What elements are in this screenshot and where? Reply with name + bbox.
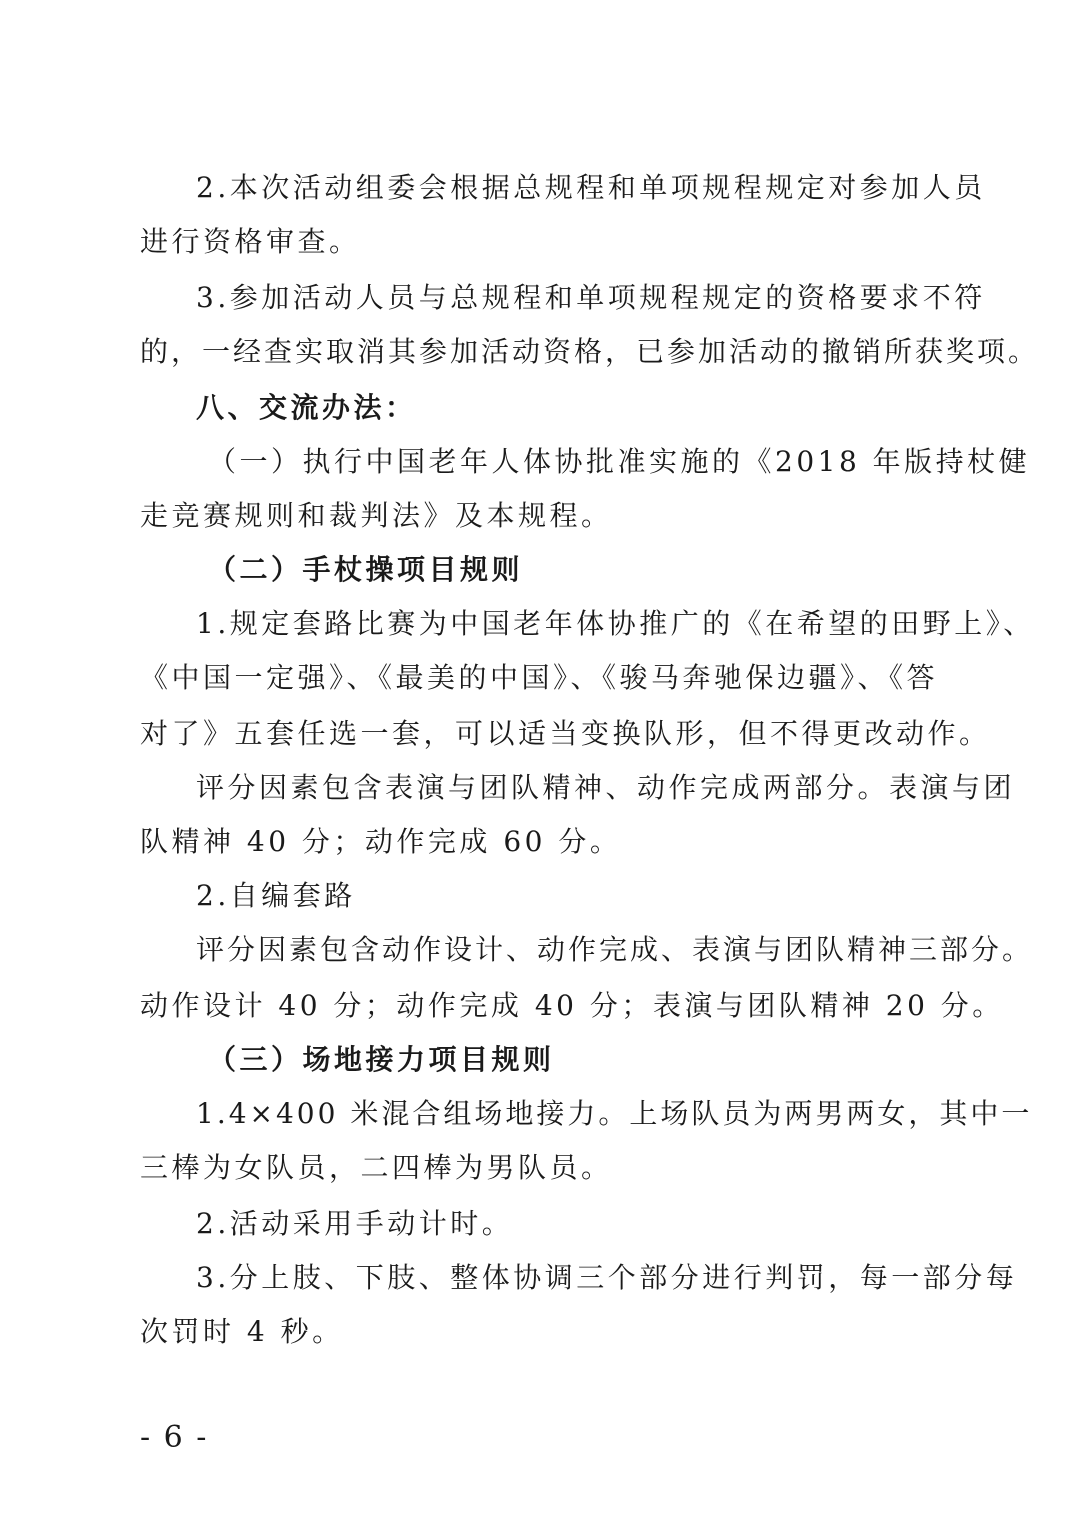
paragraph-line: 3.分上肢、下肢、整体协调三个部分进行判罚，每一部分每 — [196, 1261, 1018, 1294]
paragraph-line: 走竞赛规则和裁判法》及本规程。 — [140, 499, 613, 532]
page-number: - 6 - — [140, 1420, 209, 1455]
paragraph-line: 对了》五套任选一套，可以适当变换队形，但不得更改动作。 — [140, 717, 991, 750]
paragraph-line: 2.活动采用手动计时。 — [196, 1207, 514, 1240]
section-heading: 八、交流办法： — [196, 391, 417, 424]
paragraph-line: 评分因素包含表演与团队精神、动作完成两部分。表演与团 — [196, 771, 1016, 804]
paragraph-line: （一）执行中国老年人体协批准实施的《2018 年版持杖健 — [208, 445, 1031, 478]
paragraph-line: 《中国一定强》、《最美的中国》、《骏马奔驰保边疆》、《答 — [140, 661, 939, 694]
subsection-heading: （三）场地接力项目规则 — [208, 1043, 555, 1076]
paragraph-line: 1.规定套路比赛为中国老年体协推广的《在希望的田野上》、 — [196, 607, 1035, 640]
paragraph-line: 1.4×400 米混合组场地接力。上场队员为两男两女，其中一 — [196, 1097, 1033, 1130]
paragraph-line: 队精神 40 分；动作完成 60 分。 — [140, 825, 622, 858]
paragraph-line: 进行资格审查。 — [140, 225, 361, 258]
paragraph-line: 2.本次活动组委会根据总规程和单项规程规定对参加人员 — [196, 171, 986, 204]
paragraph-line: 评分因素包含动作设计、动作完成、表演与团队精神三部分。 — [196, 933, 1034, 966]
paragraph-line: 三棒为女队员，二四棒为男队员。 — [140, 1151, 613, 1184]
subsection-heading: （二）手杖操项目规则 — [208, 553, 524, 586]
paragraph-line: 的，一经查实取消其参加活动资格，已参加活动的撤销所获奖项。 — [140, 335, 1040, 368]
paragraph-line: 2.自编套路 — [196, 879, 356, 912]
paragraph-line: 动作设计 40 分；动作完成 40 分；表演与团队精神 20 分。 — [140, 989, 1004, 1022]
paragraph-line: 次罚时 4 秒。 — [140, 1315, 344, 1348]
paragraph-line: 3.参加活动人员与总规程和单项规程规定的资格要求不符 — [196, 281, 986, 314]
